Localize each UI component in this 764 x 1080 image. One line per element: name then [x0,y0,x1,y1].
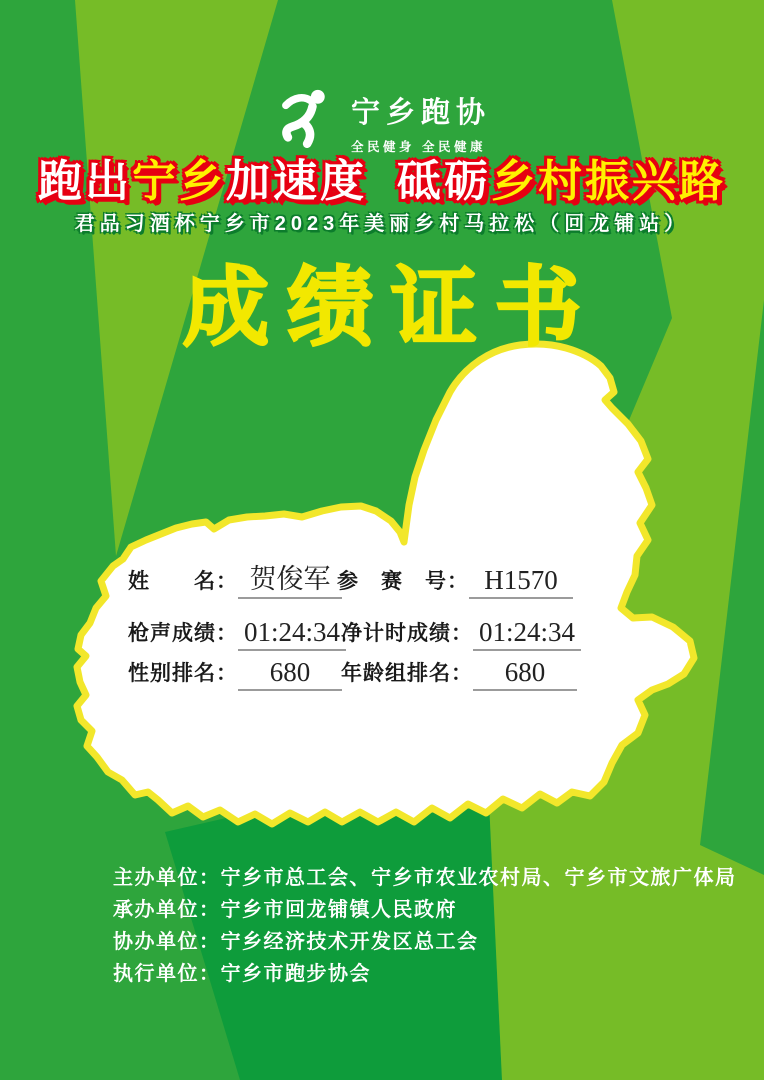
field-age-rank-value: 680 [473,657,577,691]
slogan-segment: 砥砺 [397,157,491,206]
field-name-label: 姓 名： [128,570,238,593]
slogan-segment: 加速度 [226,157,367,206]
organizer-value: 宁乡市总工会、宁乡市农业农村局、宁乡市文旅广体局 [220,867,737,889]
organizers-block [113,862,737,990]
org-name: 宁乡跑协 [350,97,491,129]
organizer-label: 承办单位： [113,899,221,921]
org-tagline: 全民健身 全民健康 [350,139,486,154]
field-gender-rank-label: 性别排名： [128,662,238,685]
field-bib-number [337,562,573,599]
field-age-rank [341,654,577,691]
field-gender-rank-value: 680 [238,657,342,691]
field-name-value: 贺俊军 [238,557,342,599]
field-bib-value: H1570 [469,565,573,599]
slogan-segment: 宁乡 [132,157,226,206]
slogan-line [0,156,764,208]
slogan-segment: 跑出 [38,157,132,206]
field-net-time [341,614,581,651]
field-net-time-value: 01:24:34 [473,617,581,651]
field-gun-time [128,614,346,651]
field-gun-time-label: 枪声成绩： [128,622,238,645]
field-gun-time-value: 01:24:34 [238,617,346,651]
organizer-label: 执行单位： [113,963,221,985]
runner-icon [273,84,337,148]
slogan-segment: 乡村振兴路 [491,157,726,206]
field-bib-label: 参 赛 号： [337,570,469,593]
field-name [128,562,342,599]
field-gender-rank [128,654,342,691]
field-age-rank-label: 年龄组排名： [341,662,473,685]
organizer-value: 宁乡市跑步协会 [220,963,371,985]
organizer-value: 宁乡市回龙铺镇人民政府 [220,899,457,921]
logo [0,84,764,155]
organizer-line [113,926,737,958]
field-net-time-label: 净计时成绩： [341,622,473,645]
organizer-line [113,894,737,926]
event-name: 君品习酒杯宁乡市2023年美丽乡村马拉松（回龙铺站） [74,213,690,235]
organizer-label: 主办单位： [113,867,221,889]
organizer-label: 协办单位： [113,931,221,953]
organizer-line [113,958,737,990]
organizer-line [113,862,737,894]
certificate-title: 成绩证书 [183,260,599,356]
organizer-value: 宁乡经济技术开发区总工会 [220,931,479,953]
